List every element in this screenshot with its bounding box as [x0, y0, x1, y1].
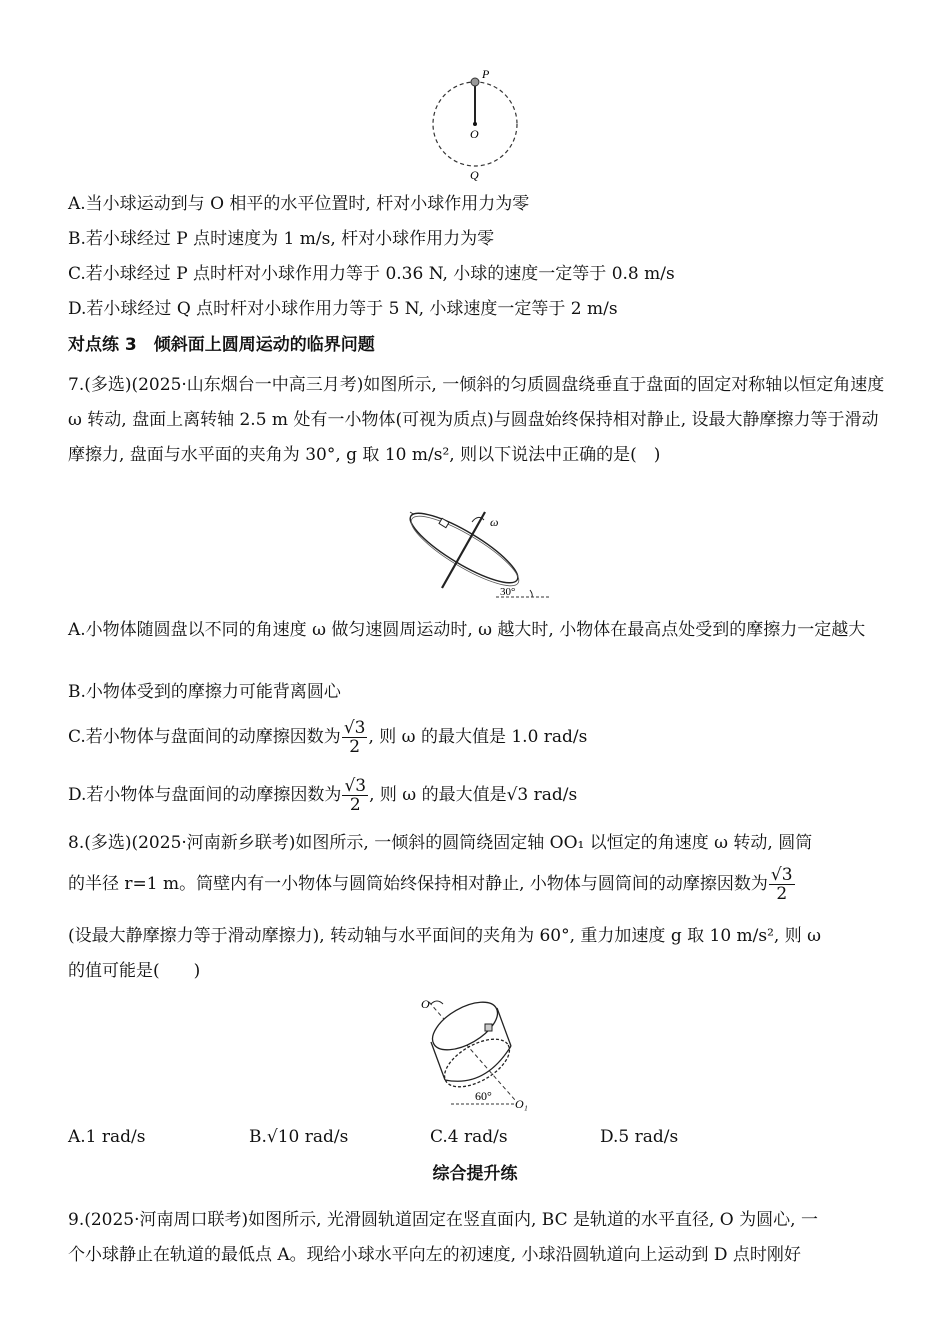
figure-tilted-cylinder — [415, 988, 545, 1118]
q8-option-d: D.5 rad/s — [600, 1127, 679, 1147]
q8-stem-line3: (设最大静摩擦力等于滑动摩擦力), 转动轴与水平面间的夹角为 60°, 重力加速度 g 取 10 m/s², 则 ω — [68, 926, 822, 946]
q7-option-c-pre: C.若小物体与盘面间的动摩擦因数为 — [68, 727, 341, 747]
q6-option-b: B.若小球经过 P 点时速度为 1 m/s, 杆对小球作用力为零 — [68, 229, 495, 249]
angle-label: 60° — [475, 1089, 492, 1103]
figure-inclined-disk — [400, 508, 560, 603]
q7-option-d — [68, 773, 577, 817]
figure-rod-circle — [420, 62, 530, 184]
q8-option-b: B.√10 rad/s — [249, 1127, 349, 1147]
q6-option-d: D.若小球经过 Q 点时杆对小球作用力等于 5 N, 小球速度一定等于 2 m/s — [68, 299, 618, 319]
q6-option-a: A.当小球运动到与 O 相平的水平位置时, 杆对小球作用力为零 — [68, 194, 530, 214]
q8-stem-line2-text: 的半径 r=1 m。筒壁内有一小物体与圆筒始终保持相对静止, 小物体与圆筒间的动摩擦因数为 — [68, 874, 768, 894]
q9-line2: 个小球静止在轨道的最低点 A。现给小球水平向左的初速度, 小球沿圆轨道向上运动到 D 点时刚好 — [68, 1245, 801, 1265]
center-point — [473, 122, 477, 126]
q7-option-a: A.小物体随圆盘以不同的角速度 ω 做匀速圆周运动时, ω 越大时, 小物体在最高点处受到的摩擦力一定越大 — [68, 620, 866, 640]
frac-numerator: √3 — [344, 776, 367, 796]
angle-label: 30° — [500, 586, 516, 598]
q7-option-d-pre: D.若小物体与盘面间的动摩擦因数为 — [68, 785, 342, 805]
q7-option-c-post: , 则 ω 的最大值是 1.0 rad/s — [368, 727, 588, 747]
angle-arc — [530, 590, 532, 597]
section3-title: 对点练 3 倾斜面上圆周运动的临界问题 — [68, 335, 375, 355]
ball — [471, 78, 479, 86]
q8-option-c: C.4 rad/s — [430, 1127, 508, 1147]
cylinder-bottom-front — [445, 1046, 511, 1081]
q6-option-c: C.若小球经过 P 点时杆对小球作用力等于 0.36 N, 小球的速度一定等于 0.8 m/s — [68, 264, 675, 284]
q9-line1: 9.(2025·河南周口联考)如图所示, 光滑圆轨道固定在竖直面内, BC 是轨道的水平直径, O 为圆心, 一 — [68, 1210, 818, 1230]
rotation-arrow — [472, 517, 484, 522]
q7-option-b: B.小物体受到的摩擦力可能背离圆心 — [68, 682, 341, 702]
label-o: O — [421, 997, 430, 1011]
frac-numerator: √3 — [770, 865, 793, 885]
cylinder-side-right — [497, 1008, 511, 1046]
label-o: O — [470, 127, 479, 141]
q8-stem-line4: 的值可能是( ) — [68, 961, 201, 981]
label-q: Q — [470, 168, 479, 182]
q7-stem: 7.(多选)(2025·山东烟台一中高三月考)如图所示, 一倾斜的匀质圆盘绕垂直于盘面的固定对称轴以恒定角速度 ω 转动, 盘面上离转轴 2.5 m 处有一小物体(可视为质点)与圆盘始终保持相对静止, 设最大静摩擦力等于滑动摩擦力, 盘面与水平面的夹角为 30°, g 取 10 m/s², 则以下说法中正确的是( ) — [68, 375, 885, 465]
label-p: P — [482, 67, 490, 81]
small-object — [485, 1024, 492, 1031]
frac-denominator: 2 — [349, 737, 361, 757]
fraction-sqrt3-over-2 — [342, 719, 368, 756]
q7-option-c — [68, 715, 587, 759]
q8-stem-line1: 8.(多选)(2025·河南新乡联考)如图所示, 一倾斜的圆筒绕固定轴 OO₁ 以恒定的角速度 ω 转动, 圆筒 — [68, 833, 813, 853]
omega-label: ω — [490, 515, 499, 529]
section-comprehensive-title: 综合提升练 — [432, 1164, 518, 1184]
q8-stem-line2 — [68, 862, 796, 906]
q7-option-d-post: , 则 ω 的最大值是 — [369, 785, 507, 805]
frac-denominator: 2 — [349, 795, 361, 815]
label-o1: O₁ — [515, 1097, 528, 1111]
fraction-sqrt3-over-2 — [342, 777, 368, 814]
frac-denominator: 2 — [776, 884, 788, 904]
fraction-sqrt3-over-2 — [769, 866, 795, 903]
q8-option-a: A.1 rad/s — [68, 1127, 146, 1147]
rotation-arrow — [431, 1001, 443, 1004]
q7-option-d-value: √3 rad/s — [506, 785, 578, 805]
frac-numerator: √3 — [343, 718, 366, 738]
